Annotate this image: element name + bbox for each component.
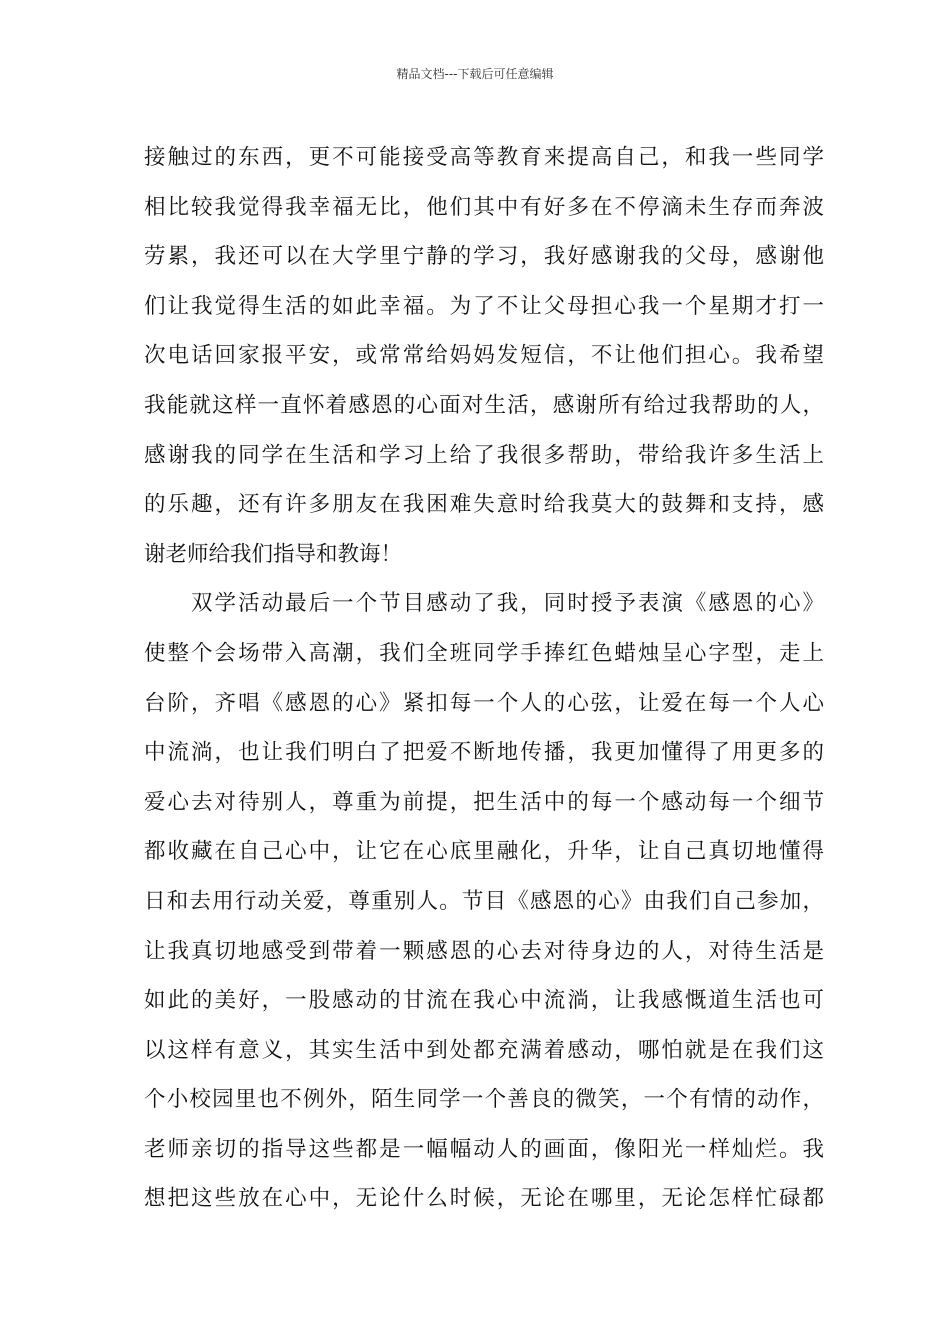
text-line: 次电话回家报平安，或常常给妈妈发短信，不让他们担心。我希望 <box>144 343 824 369</box>
text-line: 们让我觉得生活的如此幸福。为了不让父母担心我一个星期才打一 <box>144 293 824 319</box>
document-body <box>144 133 824 1224</box>
text-line: 老师亲切的指导这些都是一幅幅动人的画面，像阳光一样灿烂。我 <box>144 1136 824 1162</box>
text-line: 接触过的东西，更不可能接受高等教育来提高自己，和我一些同学 <box>144 145 824 170</box>
paragraph <box>144 133 824 579</box>
text-line: 感谢我的同学在生活和学习上给了我很多帮助，带给我许多生活上 <box>144 442 824 468</box>
paragraph <box>144 579 824 1224</box>
text-line: 劳累，我还可以在大学里宁静的学习，我好感谢我的父母，感谢他 <box>144 244 824 270</box>
text-line: 的乐趣，还有许多朋友在我困难失意时给我莫大的鼓舞和支持，感 <box>144 492 824 518</box>
text-line: 中流淌，也让我们明白了把爱不断地传播，我更加懂得了用更多的 <box>144 740 824 766</box>
text-line: 日和去用行动关爱，尊重别人。节目《感恩的心》由我们自己参加， <box>144 888 824 914</box>
text-line: 我能就这样一直怀着感恩的心面对生活，感谢所有给过我帮助的人， <box>144 392 824 418</box>
text-line: 以这样有意义，其实生活中到处都充满着感动，哪怕就是在我们这 <box>144 1037 824 1063</box>
text-line: 想把这些放在心中，无论什么时候，无论在哪里，无论怎样忙碌都 <box>144 1186 824 1212</box>
page-header: 精品文档---下载后可任意编辑 <box>396 67 554 81</box>
text-line: 让我真切地感受到带着一颗感恩的心去对待身边的人，对待生活是 <box>144 938 824 964</box>
text-line: 爱心去对待别人，尊重为前提，把生活中的每一个感动每一个细节 <box>144 789 824 815</box>
text-line: 相比较我觉得我幸福无比，他们其中有好多在不停滴未生存而奔波 <box>144 194 824 220</box>
text-line: 如此的美好，一股感动的甘流在我心中流淌，让我感慨道生活也可 <box>144 988 824 1014</box>
text-line: 双学活动最后一个节目感动了我，同时授予表演《感恩的心》 <box>144 591 824 617</box>
text-line: 谢老师给我们指导和教诲！ <box>144 541 403 567</box>
text-line: 都收藏在自己心中，让它在心底里融化，升华，让自己真切地懂得 <box>144 839 824 865</box>
text-line: 个小校园里也不例外，陌生同学一个善良的微笑，一个有情的动作， <box>144 1087 824 1113</box>
text-line: 台阶，齐唱《感恩的心》紧扣每一个人的心弦，让爱在每一个人心 <box>144 690 824 716</box>
text-line: 使整个会场带入高潮，我们全班同学手捧红色蜡烛呈心字型，走上 <box>144 640 824 666</box>
